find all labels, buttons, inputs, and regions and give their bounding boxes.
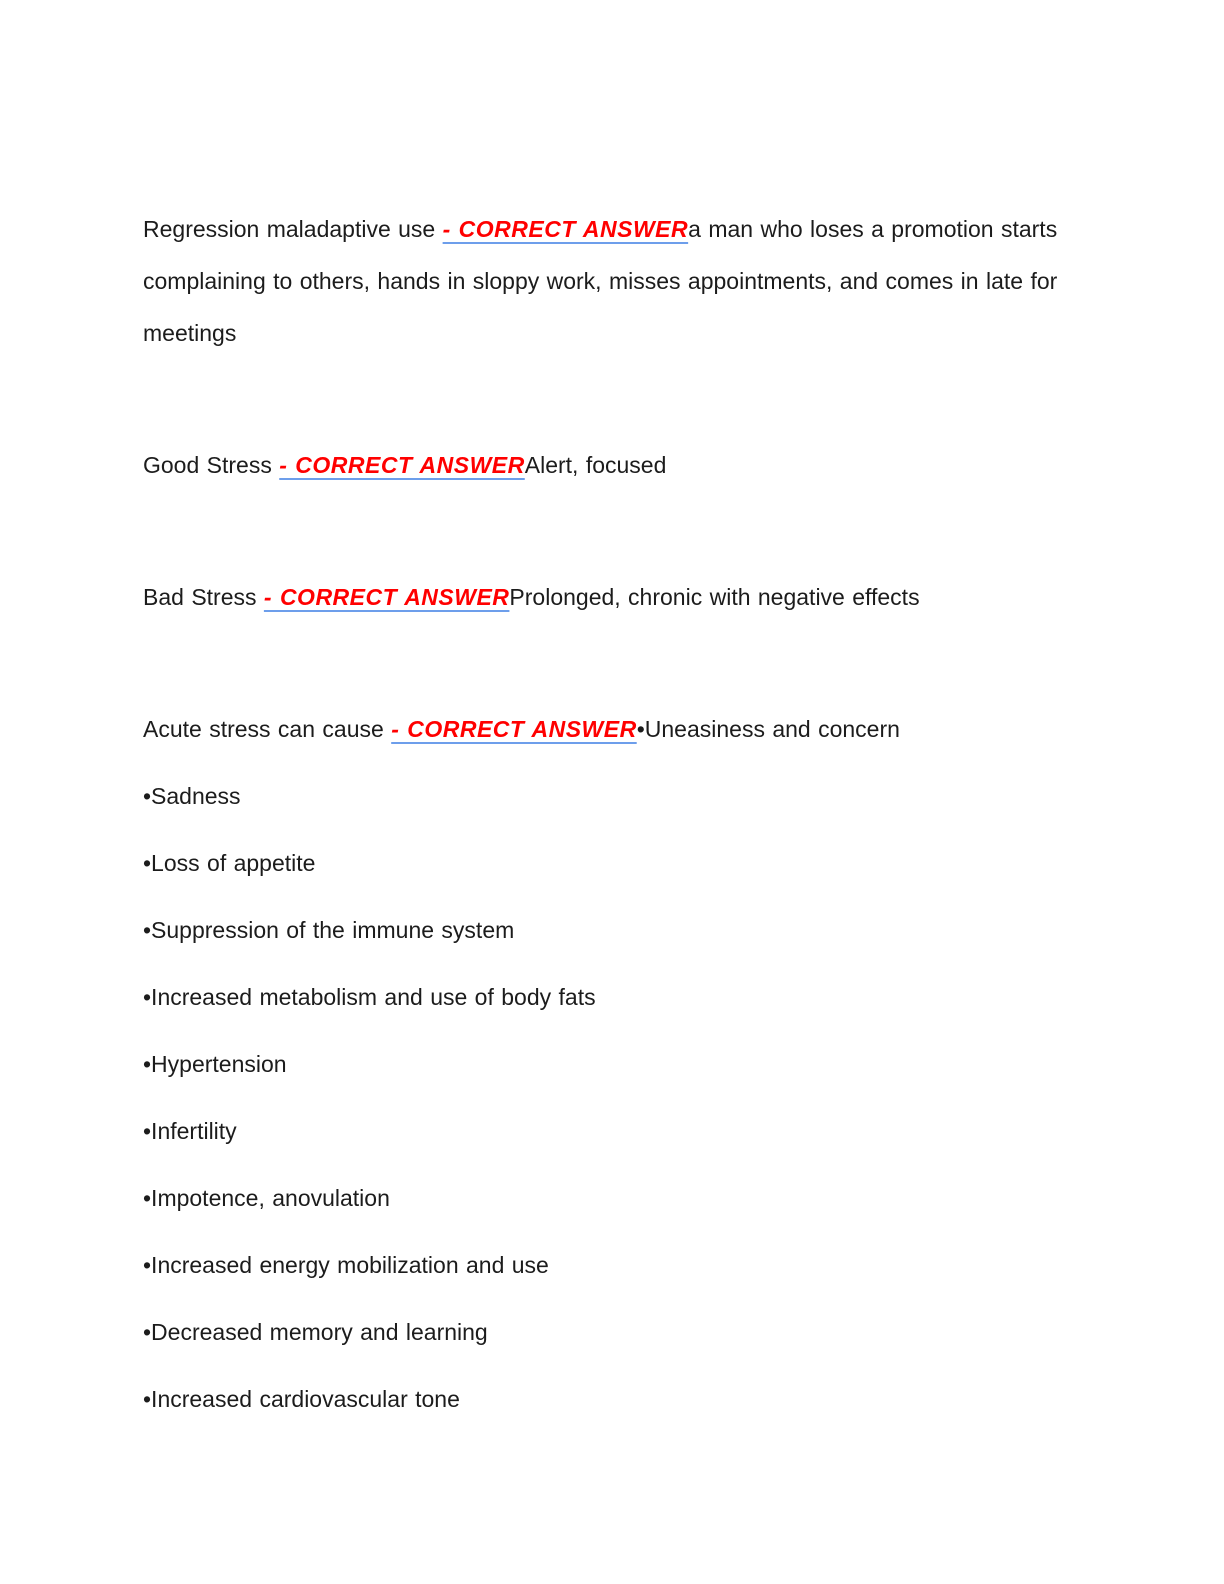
correct-answer-marker: - CORRECT ANSWER <box>391 716 637 742</box>
answer-text: Prolonged, chronic with negative effects <box>509 584 920 610</box>
bullet-item: •Impotence, anovulation <box>143 1185 390 1211</box>
qa-paragraph <box>143 203 1076 359</box>
term-text: Good Stress <box>143 452 280 478</box>
answer-text: •Uneasiness and concern <box>636 716 900 742</box>
bullet-item: •Suppression of the immune system <box>143 917 515 943</box>
correct-answer-marker: - CORRECT ANSWER <box>263 584 510 610</box>
bullet-item: •Infertility <box>143 1118 237 1144</box>
term-text: Bad Stress <box>143 584 264 610</box>
correct-answer-marker: - CORRECT ANSWER <box>442 216 689 242</box>
bullet-item: •Increased energy mobilization and use <box>143 1252 549 1278</box>
term-text: Acute stress can cause <box>143 716 392 742</box>
answer-text: Alert, focused <box>524 452 667 478</box>
qa-block <box>143 439 1076 491</box>
bullet-item: •Hypertension <box>143 1051 287 1077</box>
correct-answer-marker: - CORRECT ANSWER <box>279 452 525 478</box>
bullet-item: •Decreased memory and learning <box>143 1319 488 1345</box>
bullet-item: •Sadness <box>143 783 241 809</box>
bullet-item: •Increased cardiovascular tone <box>143 1386 460 1412</box>
qa-paragraph <box>143 703 1076 755</box>
qa-block <box>143 571 1076 623</box>
qa-block <box>143 703 1076 1425</box>
term-text: Regression maladaptive use <box>143 216 443 242</box>
bullet-item: •Increased metabolism and use of body fats <box>143 984 596 1010</box>
qa-blocks <box>143 203 1076 1425</box>
qa-paragraph <box>143 571 1076 623</box>
bullet-list <box>143 770 1076 1425</box>
bullet-item: •Loss of appetite <box>143 850 316 876</box>
qa-block <box>143 203 1076 359</box>
answer-text: a man who loses a promotion starts complaining to others, hands in sloppy work, misses appointments, and comes in late for meetings <box>143 216 1058 346</box>
qa-paragraph <box>143 439 1076 491</box>
